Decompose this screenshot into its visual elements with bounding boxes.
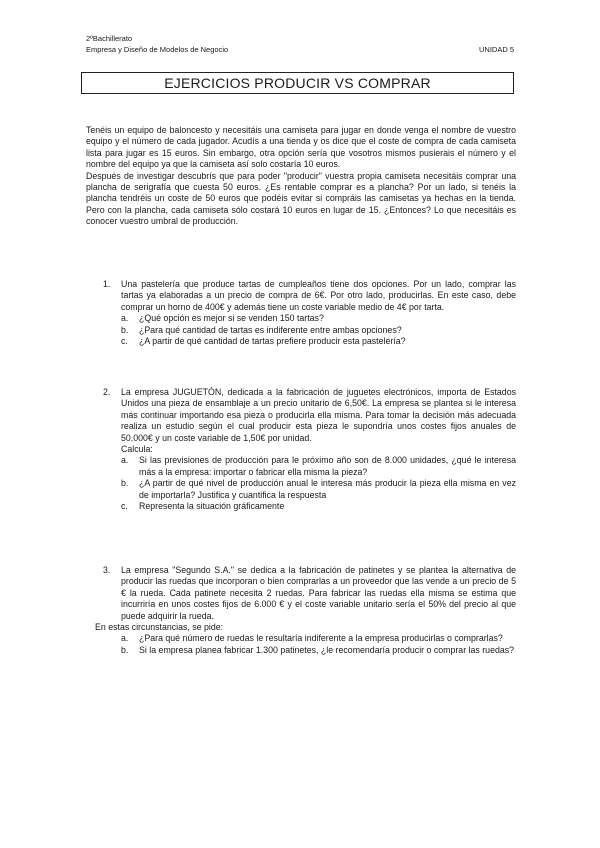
- course-label: 2ºBachillerato: [86, 34, 133, 43]
- sub-question-letter: b.: [121, 644, 129, 655]
- intro-paragraph-2: Después de investigar descubrís que para poder "producir" vuestra propia camiseta necesitáis comprar una plancha de serigrafía que cuesta 50 euros. ¿Es rentable comprar es a plancha? Por un lado, si tenéis la plancha tendréis un coste de 50 euros que podéis evitar si compráis las camisetas ya hechas en la tienda. Pero con la plancha, cada camiseta sólo costará 10 euros en lugar de 15. ¿Entonces? Lo que necesitáis es conocer vuestro umbral de producción.: [86, 170, 516, 227]
- sub-question-text: ¿Para qué cantidad de tartas es indiferente entre ambas opciones?: [139, 324, 402, 335]
- exercise-1: [103, 279, 516, 347]
- sub-question-text: ¿Para qué número de ruedas le resultaría indiferente a la empresa producirlas o comprarlas?: [139, 633, 503, 644]
- sub-question: [121, 325, 516, 336]
- exercise-statement: Una pastelería que produce tartas de cumpleaños tiene dos opciones. Por un lado, comprar las tartas ya elaboradas a un precio de compra de 6€. Por otro lado, producirlas. En este caso, debe comprar un horno de 400€ y además tiene un coste variable medio de 4€ por tarta.: [121, 279, 516, 312]
- sub-question-text: Si las previsiones de producción para le próximo año son de 8.000 unidades, ¿qué le interesa más a la empresa: importar o fabricar ella misma la pieza?: [139, 455, 516, 477]
- exercise-number: 2.: [103, 387, 111, 397]
- sub-question-letter: a.: [121, 313, 129, 324]
- sub-question-letter: c.: [121, 501, 128, 512]
- sub-question-letter: a.: [121, 633, 129, 644]
- sub-question-letter: b.: [121, 478, 129, 489]
- exercise-lead: Calcula:: [121, 444, 153, 455]
- unit-label: UNIDAD 5: [478, 45, 514, 54]
- sub-question-letter: c.: [121, 336, 128, 347]
- exercise-lead: En estas circunstancias, se pide:: [95, 622, 224, 633]
- sub-question-text: ¿Qué opción es mejor si se venden 150 tartas?: [139, 313, 324, 324]
- sub-question-text: Si la empresa planea fabricar 1.300 patinetes, ¿le recomendaría producir o comprar las ruedas?: [139, 644, 515, 655]
- sub-question-text: ¿A partir de qué cantidad de tartas prefiere producir esta pastelería?: [139, 336, 406, 347]
- intro-text: [86, 125, 516, 228]
- page-title: EJERCICIOS PRODUCIR VS COMPRAR: [81, 72, 514, 94]
- sub-question-text: Representa la situación gráficamente: [139, 501, 285, 512]
- exercise-statement: La empresa "Segundo S.A." se dedica a la fabricación de patinetes y se plantea la alternativa de producir las ruedas que incorporan o bien comprarlas a un proveedor que las vende a un precio de 5 € la rueda. Cada patinete necesita 2 ruedas. Para fabricar las ruedas ella misma se estima que incurriría en unos costes fijos de 6.000 € y el coste variable unitario sería el 50% del precio al que puede adquirir la rueda.: [121, 565, 516, 621]
- exercise-statement: La empresa JUGUETÓN, dedicada a la fabricación de juguetes electrónicos, importa de Estados Unidos una pieza de ensamblaje a un precio unitario de 6,50€. La empresa se plantea si le interesa más continuar importando esa pieza o producirla ella misma. Para tomar la decisión más adecuada realiza un estudio según el cual producir esta pieza le supondría unos costes fijos anuales de 50.000€ y un coste variable de 1,50€ por unidad.: [121, 387, 516, 443]
- exercise-3: [95, 565, 516, 656]
- sub-question: [121, 313, 516, 324]
- subject-label: Empresa y Diseño de Modelos de Negocio: [86, 45, 229, 54]
- sub-question: [121, 455, 516, 478]
- sub-question: [121, 336, 516, 347]
- sub-question-text: ¿A partir de qué nivel de producción anual le interesa más producir la pieza ella misma en vez de importarla? Justifica y cuantifica la respuesta: [139, 478, 516, 500]
- exercise-number: 3.: [103, 565, 111, 575]
- exercise-2: [103, 387, 516, 512]
- sub-question: [121, 645, 516, 656]
- sub-question: [121, 478, 516, 501]
- intro-paragraph-1: Tenéis un equipo de baloncesto y necesitáis una camiseta para jugar en donde venga el nombre de vuestro equipo y el número de cada jugador. Acudís a una tienda y os dice que el coste de compra de cada camiseta lista para jugar es 15 euros. Sin embargo, otra opción sería que vosotros mismos pusierais el número y el nombre del equipo ya que la camiseta así solo costaría 10 euros.: [86, 125, 516, 170]
- sub-question-letter: b.: [121, 324, 129, 335]
- sub-question-letter: a.: [121, 455, 129, 466]
- sub-question: [121, 501, 516, 512]
- sub-question: [121, 633, 516, 644]
- exercise-number: 1.: [103, 279, 111, 289]
